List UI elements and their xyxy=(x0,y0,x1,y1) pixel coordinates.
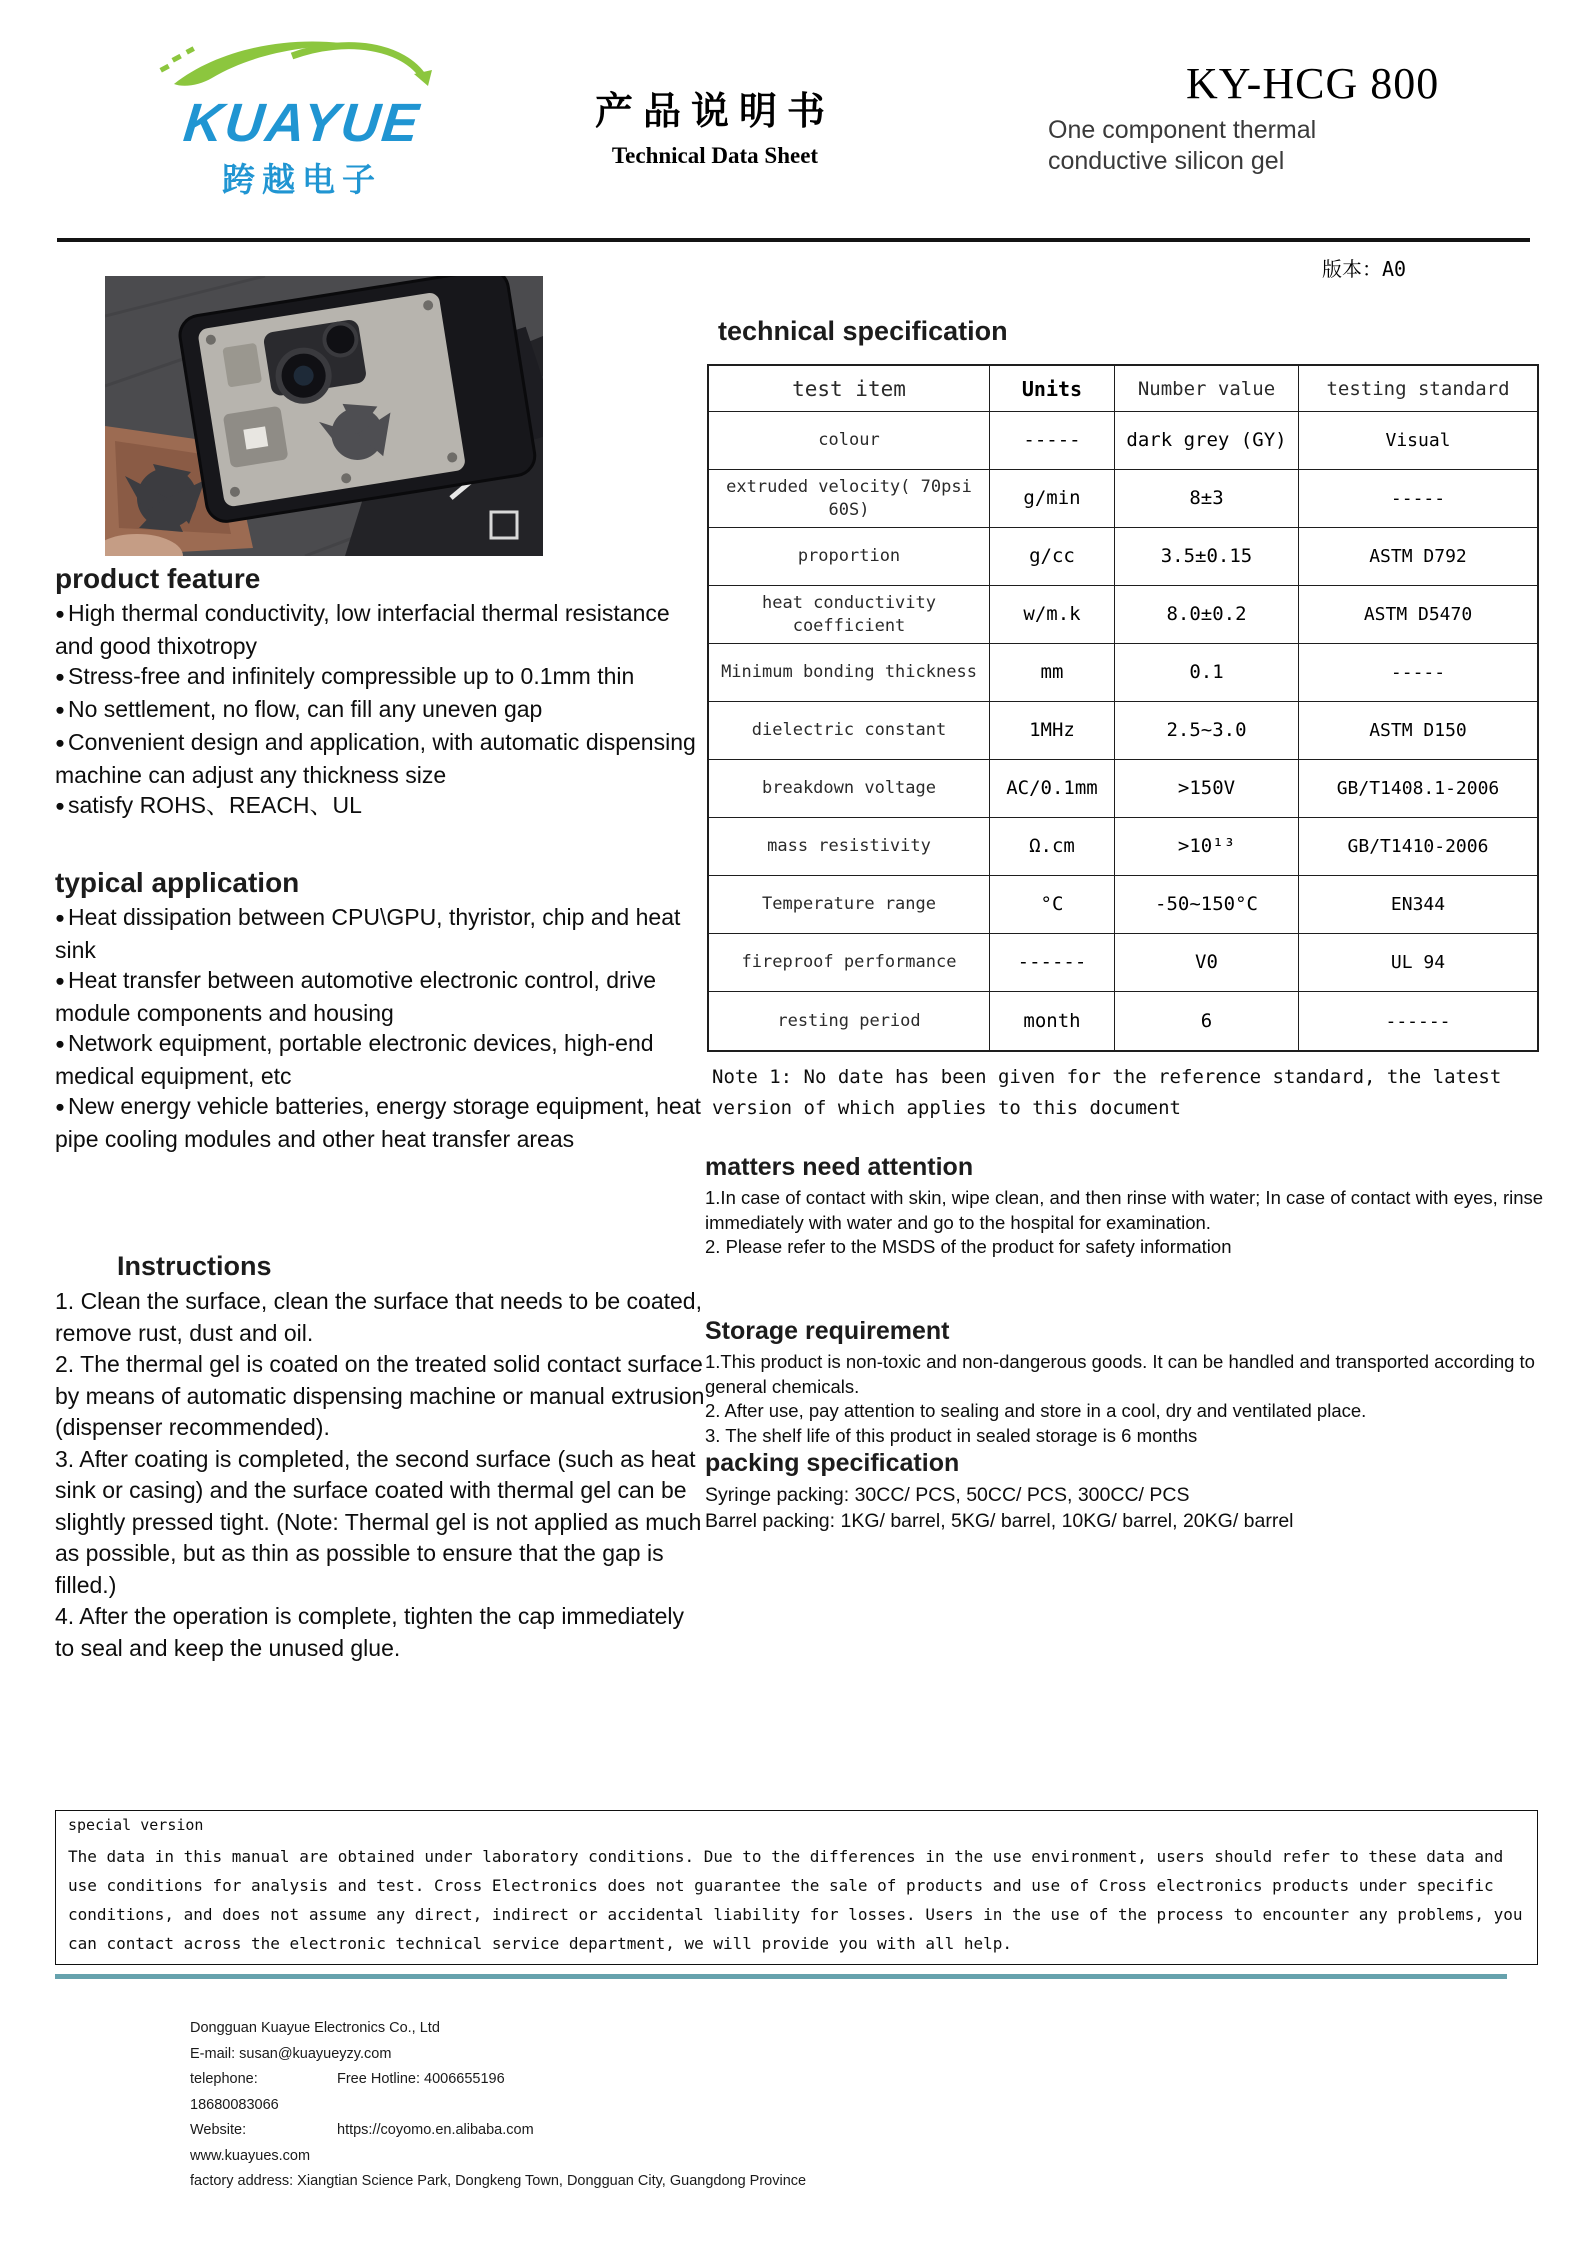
section-typical-application xyxy=(55,866,705,1154)
packing-heading: packing specification xyxy=(705,1449,960,1477)
spec-cell-test-item: proportion xyxy=(709,528,990,586)
application-item: ● Network equipment, portable electronic devices, high-end medical equipment, etc xyxy=(55,1028,705,1091)
website: Website: www.kuayues.com xyxy=(190,2122,311,2164)
spec-table-row xyxy=(709,528,1537,586)
spec-cell-standard: GB/T1410-2006 xyxy=(1299,818,1537,876)
header-divider xyxy=(57,238,1530,242)
feature-item: ● No settlement, no flow, can fill any uneven gap xyxy=(55,694,705,727)
spec-cell-units: 1MHz xyxy=(990,702,1115,760)
attention-list xyxy=(705,1186,1550,1260)
spec-cell-units: g/cc xyxy=(990,528,1115,586)
spec-column-header: test item xyxy=(709,366,990,412)
logo-brand-text: KUAYUE xyxy=(180,93,424,153)
spec-cell-standard: ASTM D150 xyxy=(1299,702,1537,760)
email: E-mail: susan@kuayueyzy.com xyxy=(190,2045,392,2062)
spec-cell-test-item: resting period xyxy=(709,992,990,1050)
document-title-cn: 产品说明书 xyxy=(594,91,835,133)
document-title-en: Technical Data Sheet xyxy=(611,143,819,168)
spec-table-row xyxy=(709,876,1537,934)
spec-cell-test-item: fireproof performance xyxy=(709,934,990,992)
spec-cell-value: -50~150°C xyxy=(1115,876,1299,934)
spec-cell-standard: UL 94 xyxy=(1299,934,1537,992)
product-feature-heading: product feature xyxy=(55,563,261,594)
spec-cell-test-item: heat conductivity coefficient xyxy=(709,586,990,644)
spec-cell-standard: ASTM D5470 xyxy=(1299,586,1537,644)
product-title-block xyxy=(1048,58,1508,177)
spec-cell-value: dark grey (GY) xyxy=(1115,412,1299,470)
spec-cell-test-item: extruded velocity( 70psi 60S) xyxy=(709,470,990,528)
spec-cell-units: Ω.cm xyxy=(990,818,1115,876)
spec-cell-test-item: Temperature range xyxy=(709,876,990,934)
product-code: KY-HCG 800 xyxy=(1186,59,1440,108)
spec-cell-units: ------ xyxy=(990,934,1115,992)
factory-address: factory address: Xiangtian Science Park, Dongkeng Town, Dongguan City, Guangdong Province xyxy=(190,2173,807,2189)
storage-item: 1.This product is non-toxic and non-dangerous goods. It can be handled and transported according to general chemicals. xyxy=(705,1351,1535,1397)
spec-table-row xyxy=(709,644,1537,702)
spec-cell-units: ----- xyxy=(990,412,1115,470)
spec-table-row xyxy=(709,760,1537,818)
telephone: telephone: 18680083066 xyxy=(190,2071,279,2113)
application-item: ● New energy vehicle batteries, energy storage equipment, heat pipe cooling modules and other heat transfer areas xyxy=(55,1091,705,1154)
company-name: Dongguan Kuayue Electronics Co., Ltd xyxy=(190,2020,440,2036)
spec-cell-value: 3.5±0.15 xyxy=(1115,528,1299,586)
disclaimer-title: special version xyxy=(68,1816,204,1834)
packing-list xyxy=(705,1482,1550,1534)
storage-list xyxy=(705,1350,1550,1448)
spec-column-header: Number value xyxy=(1115,366,1299,412)
disclaimer-box xyxy=(55,1810,1538,1965)
spec-table-body xyxy=(709,412,1537,1050)
spec-cell-standard: Visual xyxy=(1299,412,1537,470)
application-item: ● Heat transfer between automotive electronic control, drive module components and housing xyxy=(55,965,705,1028)
spec-cell-value: >150V xyxy=(1115,760,1299,818)
spec-cell-units: °C xyxy=(990,876,1115,934)
feature-item: ● Stress-free and infinitely compressible up to 0.1mm thin xyxy=(55,661,705,694)
instruction-step: 4. After the operation is complete, tighten the cap immediately to seal and keep the unused glue. xyxy=(55,1603,685,1661)
spec-table-row xyxy=(709,818,1537,876)
typical-application-list xyxy=(55,902,705,1154)
spec-cell-value: 0.1 xyxy=(1115,644,1299,702)
footer-contact xyxy=(190,2016,806,2195)
instruction-step: 1. Clean the surface, clean the surface that needs to be coated, remove rust, dust and oil. xyxy=(55,1288,702,1346)
spec-column-header: testing standard xyxy=(1299,366,1537,412)
feature-item: ● satisfy ROHS、REACH、UL xyxy=(55,790,705,823)
spec-cell-standard: EN344 xyxy=(1299,876,1537,934)
feature-item: ● High thermal conductivity, low interfacial thermal resistance and good thixotropy xyxy=(55,598,705,661)
typical-application-heading: typical application xyxy=(55,867,300,898)
spec-cell-value: 2.5~3.0 xyxy=(1115,702,1299,760)
company-logo xyxy=(132,26,472,216)
logo-swoosh-icon xyxy=(152,26,452,102)
spec-cell-test-item: colour xyxy=(709,412,990,470)
spec-cell-standard: GB/T1408.1-2006 xyxy=(1299,760,1537,818)
spec-table-row xyxy=(709,934,1537,992)
product-feature-list xyxy=(55,598,705,823)
instructions-list xyxy=(55,1286,705,1664)
spec-cell-value: 8±3 xyxy=(1115,470,1299,528)
spec-cell-test-item: dielectric constant xyxy=(709,702,990,760)
spec-cell-test-item: mass resistivity xyxy=(709,818,990,876)
spec-table-row xyxy=(709,992,1537,1050)
logo-brand-cn-text: 跨越电子 xyxy=(222,161,382,198)
product-photo xyxy=(105,276,543,556)
spec-cell-test-item: Minimum bonding thickness xyxy=(709,644,990,702)
spec-cell-value: 8.0±0.2 xyxy=(1115,586,1299,644)
application-item: ● Heat dissipation between CPU\GPU, thyristor, chip and heat sink xyxy=(55,902,705,965)
instruction-step: 3. After coating is completed, the second surface (such as heat sink or casing) and the surface coated with thermal gel can be slightly pressed tight. (Note: Thermal gel is not applied as much as possible, but as thin as possible to ensure that the gap is filled.) xyxy=(55,1445,702,1598)
spec-table-row xyxy=(709,702,1537,760)
spec-cell-value: >10¹³ xyxy=(1115,818,1299,876)
spec-cell-test-item: breakdown voltage xyxy=(709,760,990,818)
spec-table-row xyxy=(709,586,1537,644)
packing-line: Barrel packing: 1KG/ barrel, 5KG/ barrel, 10KG/ barrel, 20KG/ barrel xyxy=(705,1510,1294,1532)
spec-table-row xyxy=(709,412,1537,470)
product-description: One component thermal conductive silicon gel xyxy=(1048,116,1317,175)
spec-table-header xyxy=(709,366,1537,412)
spec-cell-standard: ASTM D792 xyxy=(1299,528,1537,586)
storage-heading: Storage requirement xyxy=(705,1317,950,1345)
attention-item: 2. Please refer to the MSDS of the product for safety information xyxy=(705,1236,1232,1257)
document-title xyxy=(530,80,900,169)
spec-cell-standard: ------ xyxy=(1385,1010,1451,1032)
storage-item: 3. The shelf life of this product in sealed storage is 6 months xyxy=(705,1424,1198,1446)
spec-cell-standard: ----- xyxy=(1299,644,1537,702)
instructions-heading: Instructions xyxy=(117,1251,272,1281)
packing-line: Syringe packing: 30CC/ PCS, 50CC/ PCS, 300CC/ PCS xyxy=(705,1484,1190,1506)
section-instructions xyxy=(55,1250,705,1664)
spec-cell-units: month xyxy=(990,992,1115,1050)
section-product-feature xyxy=(55,562,705,823)
storage-item: 2. After use, pay attention to sealing and store in a cool, dry and ventilated place. xyxy=(705,1400,1367,1421)
section-packing xyxy=(705,1448,1550,1534)
disclaimer-text: The data in this manual are obtained under laboratory conditions. Due to the differences in the use environment, users should refer to these data and use conditions for analysis and test. Cross Electronics does not guarantee the sale of products and use of Cross electronics products under specific conditions, and does not assume any direct, indirect or accidental liability for losses. Users in the use of the process to encounter any problems, you can contact across the electronic technical service department, we will provide you with all help. xyxy=(68,1847,1523,1953)
spec-note: Note 1: No date has been given for the reference standard, the latest version of which applies to this document xyxy=(712,1066,1502,1119)
footer-divider xyxy=(55,1974,1507,1979)
spec-column-header: Units xyxy=(990,366,1115,412)
feature-item: ● Convenient design and application, with automatic dispensing machine can adjust any thickness size xyxy=(55,727,705,790)
hotline: Free Hotline: 4006655196 xyxy=(337,2071,505,2087)
spec-cell-units: w/m.k xyxy=(990,586,1115,644)
spec-cell-units: AC/0.1mm xyxy=(990,760,1115,818)
section-storage xyxy=(705,1316,1550,1448)
spec-cell-value: V0 xyxy=(1115,934,1299,992)
section-attention xyxy=(705,1152,1550,1260)
spec-cell-units: g/min xyxy=(990,470,1115,528)
spec-cell-value: 6 xyxy=(1115,992,1299,1050)
spec-table-row xyxy=(709,470,1537,528)
spec-cell-standard: ----- xyxy=(1299,470,1537,528)
spec-heading: technical specification xyxy=(718,316,1008,346)
instruction-step: 2. The thermal gel is coated on the treated solid contact surface by means of automatic dispensing machine or manual extrusion (dispenser recommended). xyxy=(55,1351,705,1440)
version-label: 版本：A0 xyxy=(1322,257,1407,281)
spec-cell-units: mm xyxy=(990,644,1115,702)
attention-heading: matters need attention xyxy=(705,1153,974,1181)
attention-item: 1.In case of contact with skin, wipe clean, and then rinse with water; In case of contact with eyes, rinse immediately with water and go to the hospital for examination. xyxy=(705,1187,1544,1233)
website-alibaba: https://coyomo.en.alibaba.com xyxy=(337,2122,534,2138)
spec-table xyxy=(707,364,1539,1052)
